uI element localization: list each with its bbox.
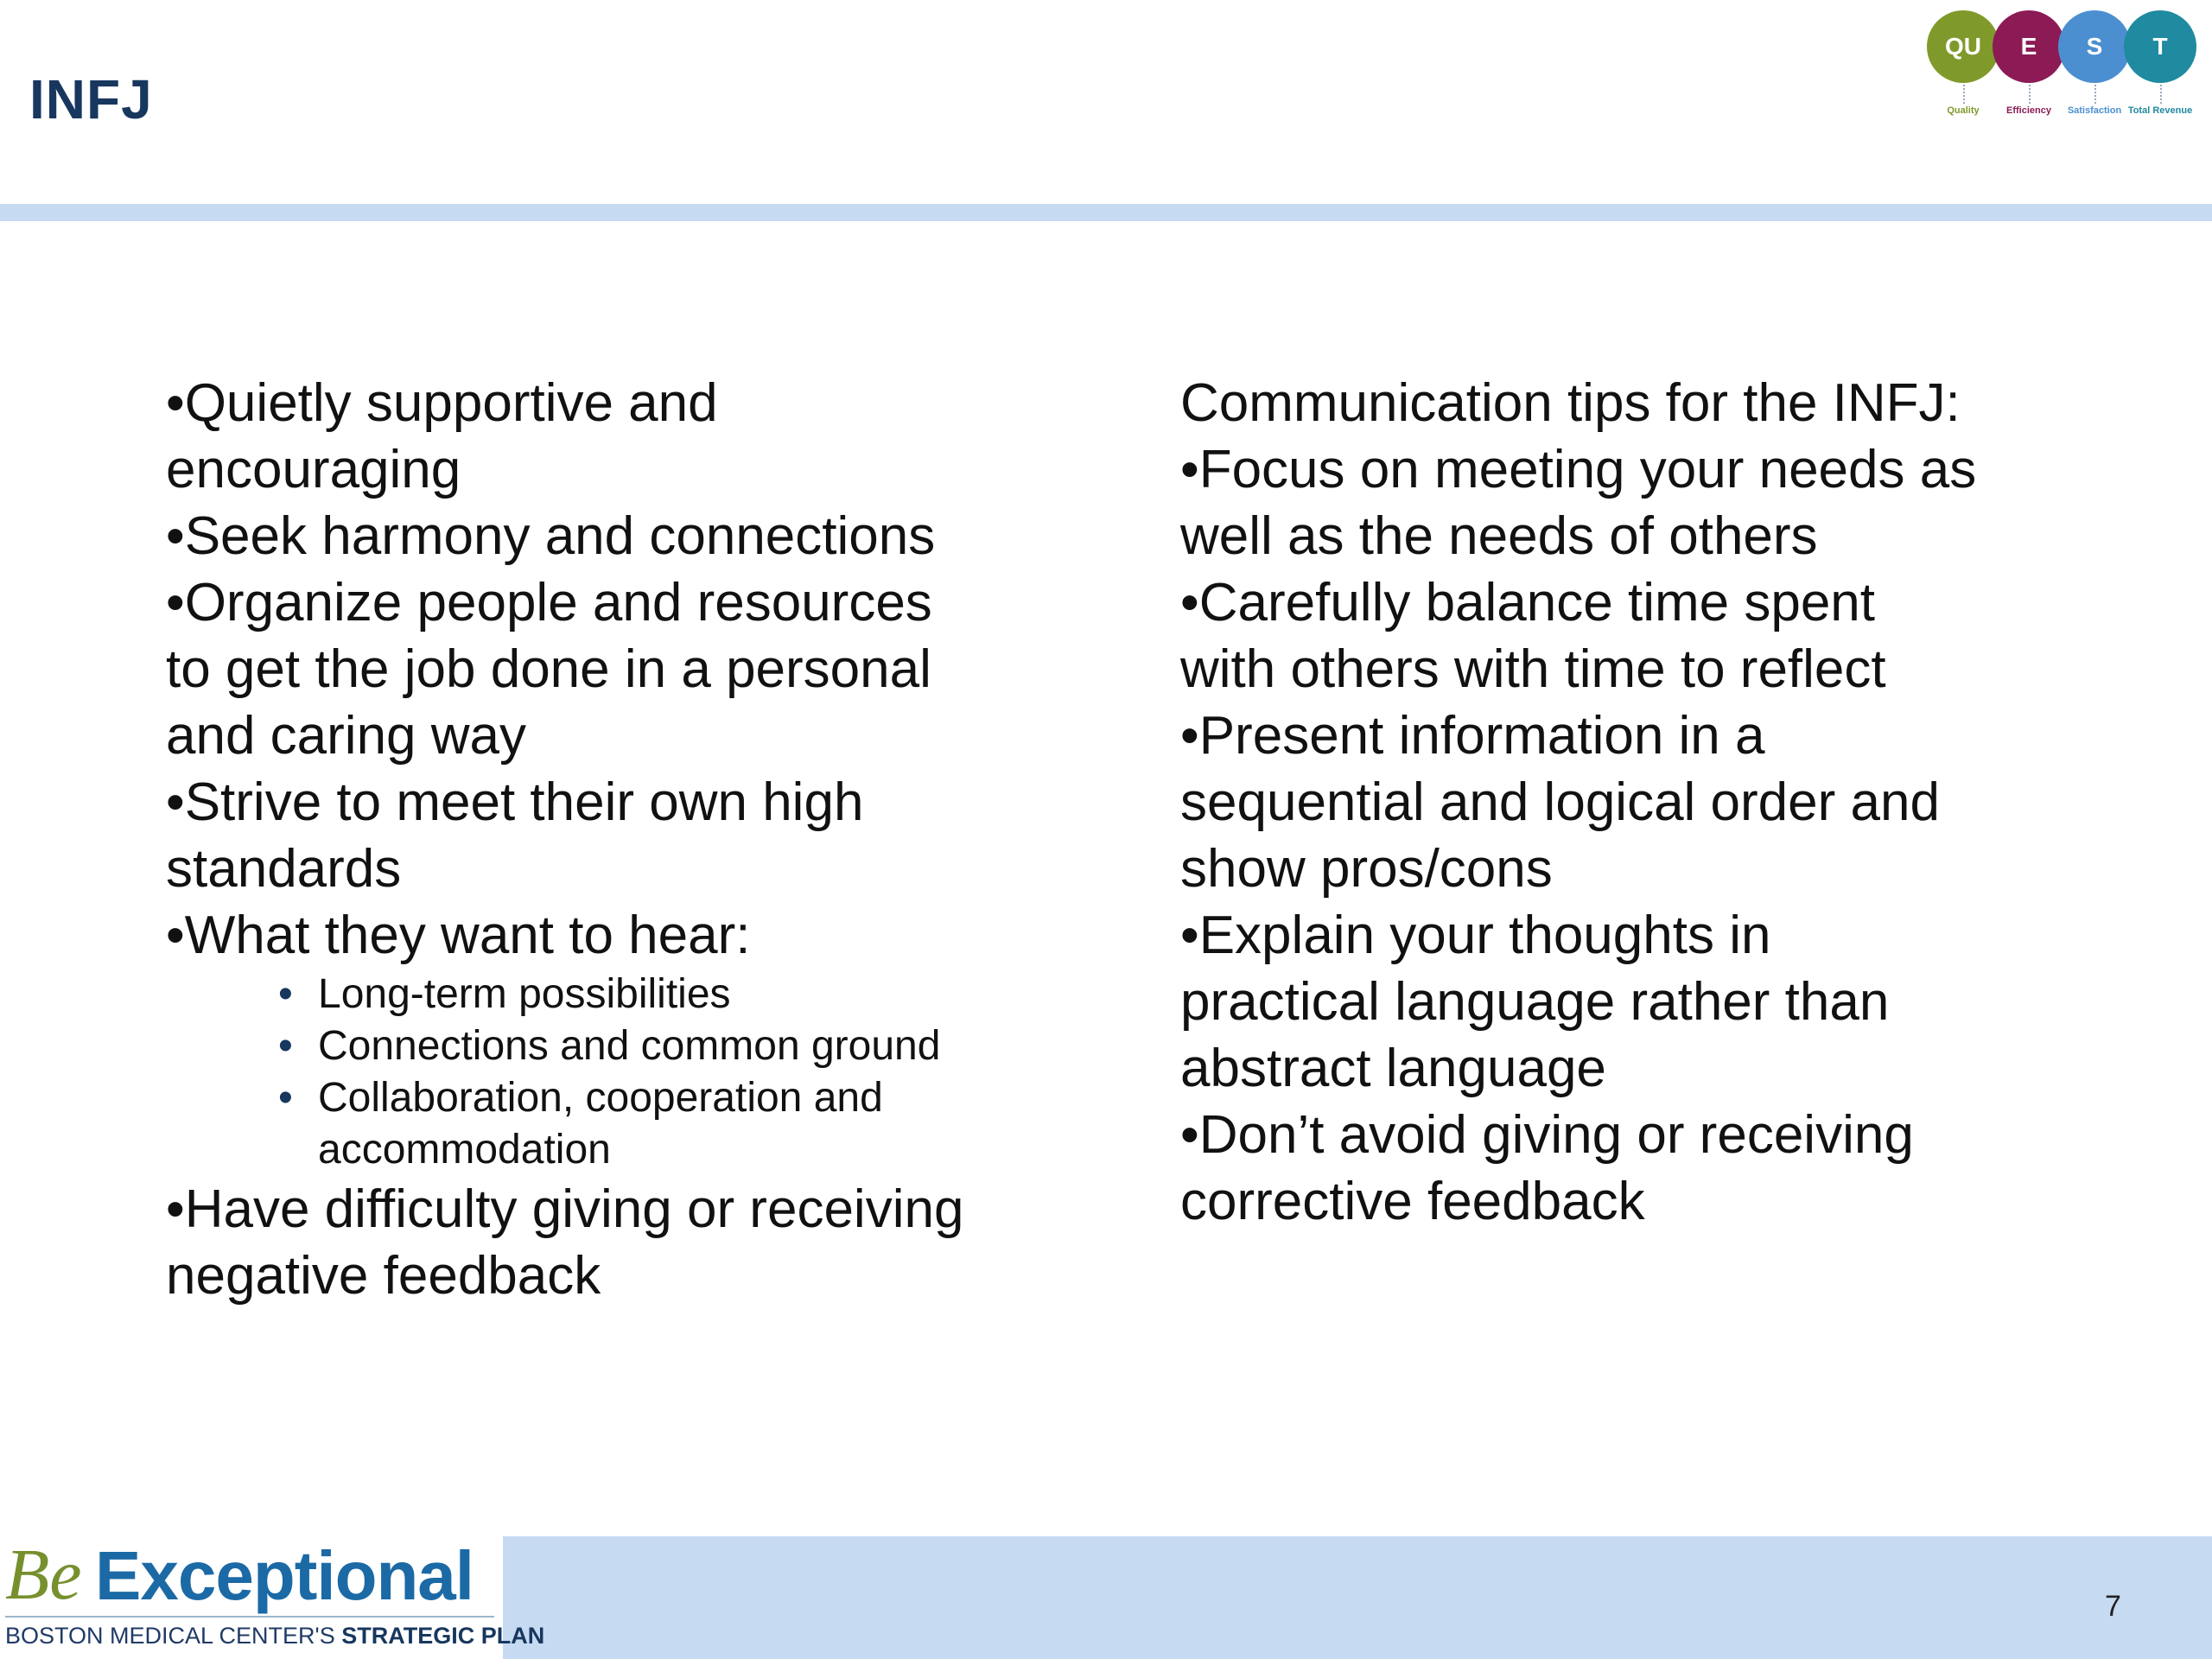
text-line: •Organize people and resources bbox=[166, 573, 932, 632]
text-line: •Focus on meeting your needs as bbox=[1180, 440, 1977, 499]
text-line: •Carefully balance time spent bbox=[1180, 573, 1876, 632]
quest-circle-quality bbox=[1927, 10, 1999, 83]
quest-tick bbox=[2094, 85, 2097, 104]
text-line: abstract language bbox=[1180, 1039, 1606, 1098]
text-line: and caring way bbox=[166, 706, 527, 766]
page-number: 7 bbox=[2105, 1590, 2121, 1623]
list-item bbox=[166, 1020, 1030, 1072]
text-line: with others with time to reflect bbox=[1180, 639, 1886, 699]
quest-tick bbox=[2160, 85, 2163, 104]
text-line: well as the needs of others bbox=[1180, 506, 1818, 566]
brand-exceptional-text: Exceptional bbox=[95, 1537, 474, 1614]
quest-tick bbox=[2029, 85, 2031, 104]
quest-letter: T bbox=[2152, 33, 2168, 60]
bullet-icon: • bbox=[278, 1023, 293, 1069]
left-column-traits bbox=[166, 370, 1030, 1309]
bullet-icon: • bbox=[278, 1075, 293, 1121]
quest-caption: Satisfaction bbox=[2067, 105, 2122, 116]
list-item bbox=[166, 1072, 1030, 1176]
brand-subtitle-bold: STRATEGIC PLAN bbox=[341, 1623, 545, 1649]
text-line: •Strive to meet their own high bbox=[166, 772, 864, 832]
quest-circle-satisfaction bbox=[2058, 10, 2131, 83]
text-line: •What they want to hear: bbox=[166, 906, 751, 965]
tips-heading: Communication tips for the INFJ: bbox=[1180, 373, 1961, 433]
text-line: corrective feedback bbox=[1180, 1172, 1645, 1231]
text-line: •Present information in a bbox=[1180, 706, 1765, 766]
brand-subtitle bbox=[5, 1623, 544, 1649]
brand-be-text: Be bbox=[5, 1535, 82, 1615]
header-divider-band bbox=[0, 204, 2212, 221]
text-line: standards bbox=[166, 839, 402, 899]
text-line: show pros/cons bbox=[1180, 839, 1553, 899]
brand-divider bbox=[5, 1616, 494, 1618]
quest-circle-total-revenue bbox=[2124, 10, 2196, 83]
brand-subtitle-regular: BOSTON MEDICAL CENTER'S bbox=[5, 1623, 335, 1649]
text-line: •Don’t avoid giving or receiving bbox=[1180, 1105, 1914, 1165]
slide-title: INFJ bbox=[29, 68, 153, 130]
be-exceptional-logo bbox=[5, 1533, 545, 1654]
footer-band bbox=[503, 1536, 2212, 1659]
text-line: sequential and logical order and bbox=[1180, 772, 1940, 832]
text-line: •Have difficulty giving or receiving bbox=[166, 1179, 964, 1239]
sub-bullet-text: Connections and common ground bbox=[318, 1023, 941, 1069]
quest-circle-efficiency bbox=[1993, 10, 2065, 83]
quest-letter: QU bbox=[1945, 33, 1981, 60]
text-line: •Quietly supportive and bbox=[166, 373, 718, 433]
list-item bbox=[166, 969, 1030, 1020]
quest-caption: Total Revenue bbox=[2127, 105, 2193, 116]
bullet-icon: • bbox=[278, 971, 293, 1017]
text-line: encouraging bbox=[166, 440, 461, 499]
quest-letter: S bbox=[2086, 33, 2103, 60]
what-they-want-list bbox=[166, 969, 1030, 1176]
quest-tick bbox=[1963, 85, 1966, 104]
quest-caption: Efficiency bbox=[2006, 105, 2051, 116]
text-line: practical language rather than bbox=[1180, 972, 1890, 1032]
sub-bullet-text: Collaboration, cooperation and accommodation bbox=[318, 1075, 883, 1173]
quest-letter: E bbox=[2020, 33, 2037, 60]
sub-bullet-text: Long-term possibilities bbox=[318, 971, 731, 1017]
text-line: •Seek harmony and connections bbox=[166, 506, 936, 566]
quest-caption: Quality bbox=[1947, 105, 1980, 116]
right-column-communication-tips bbox=[1180, 370, 2044, 1235]
quest-logo bbox=[1927, 7, 2212, 137]
text-line: •Explain your thoughts in bbox=[1180, 906, 1771, 965]
text-line: to get the job done in a personal bbox=[166, 639, 931, 699]
text-line: negative feedback bbox=[166, 1246, 601, 1306]
